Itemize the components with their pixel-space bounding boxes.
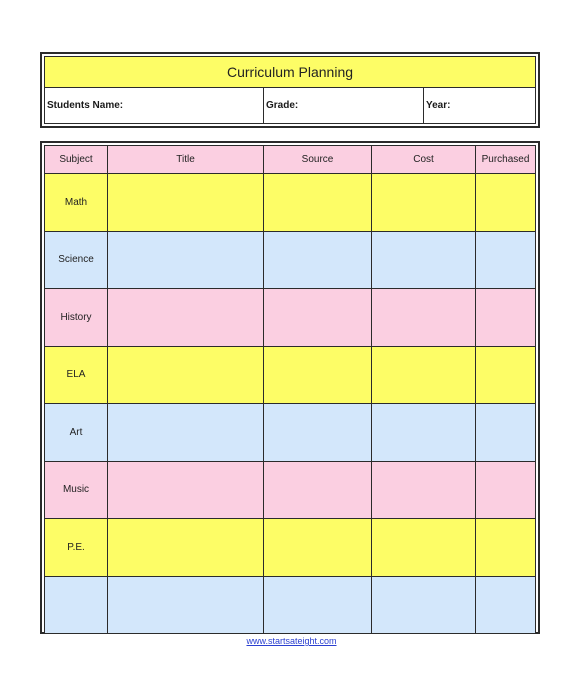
title-cell[interactable]	[108, 289, 264, 347]
header-cost: Cost	[372, 146, 476, 174]
cost-cell[interactable]	[372, 289, 476, 347]
purchased-cell[interactable]	[476, 174, 536, 232]
footer-website-link[interactable]: www.startsateight.com	[246, 636, 337, 646]
source-cell[interactable]	[264, 519, 372, 577]
curriculum-table	[44, 145, 536, 634]
students-name-label: Students Name:	[47, 100, 124, 111]
students-name-field[interactable]	[45, 88, 264, 123]
purchased-cell[interactable]	[476, 346, 536, 404]
year-label: Year:	[426, 100, 451, 111]
subject-cell: ELA	[45, 346, 108, 404]
subject-cell: Math	[45, 174, 108, 232]
cost-cell[interactable]	[372, 404, 476, 462]
subject-cell: Art	[45, 404, 108, 462]
source-cell[interactable]	[264, 231, 372, 289]
year-field[interactable]	[424, 88, 535, 123]
grade-field[interactable]	[264, 88, 424, 123]
source-cell[interactable]	[264, 461, 372, 519]
source-cell[interactable]	[264, 404, 372, 462]
table-row	[45, 231, 536, 289]
source-cell[interactable]	[264, 346, 372, 404]
table-row	[45, 174, 536, 232]
purchased-cell[interactable]	[476, 519, 536, 577]
header-source: Source	[264, 146, 372, 174]
page-title: Curriculum Planning	[45, 57, 535, 88]
subject-cell: Science	[45, 231, 108, 289]
title-cell[interactable]	[108, 231, 264, 289]
grade-label: Grade:	[266, 100, 299, 111]
purchased-cell[interactable]	[476, 289, 536, 347]
source-cell[interactable]	[264, 174, 372, 232]
cost-cell[interactable]	[372, 461, 476, 519]
cost-cell[interactable]	[372, 576, 476, 634]
header-subject: Subject	[45, 146, 108, 174]
header-purchased: Purchased	[476, 146, 536, 174]
header-inner	[44, 56, 536, 124]
table-row	[45, 404, 536, 462]
table-row	[45, 519, 536, 577]
header-block	[40, 52, 540, 128]
table-row	[45, 461, 536, 519]
source-cell[interactable]	[264, 289, 372, 347]
title-cell[interactable]	[108, 461, 264, 519]
info-row	[45, 88, 535, 123]
curriculum-table-block	[40, 141, 540, 634]
subject-cell: Music	[45, 461, 108, 519]
title-cell[interactable]	[108, 519, 264, 577]
purchased-cell[interactable]	[476, 461, 536, 519]
purchased-cell[interactable]	[476, 576, 536, 634]
cost-cell[interactable]	[372, 346, 476, 404]
title-cell[interactable]	[108, 404, 264, 462]
header-title: Title	[108, 146, 264, 174]
subject-cell: P.E.	[45, 519, 108, 577]
purchased-cell[interactable]	[476, 404, 536, 462]
table-header-row	[45, 146, 536, 174]
title-cell[interactable]	[108, 576, 264, 634]
cost-cell[interactable]	[372, 519, 476, 577]
table-row	[45, 576, 536, 634]
purchased-cell[interactable]	[476, 231, 536, 289]
table-row	[45, 289, 536, 347]
title-cell[interactable]	[108, 346, 264, 404]
cost-cell[interactable]	[372, 231, 476, 289]
subject-cell[interactable]	[45, 576, 108, 634]
table-row	[45, 346, 536, 404]
cost-cell[interactable]	[372, 174, 476, 232]
source-cell[interactable]	[264, 576, 372, 634]
title-cell[interactable]	[108, 174, 264, 232]
subject-cell: History	[45, 289, 108, 347]
